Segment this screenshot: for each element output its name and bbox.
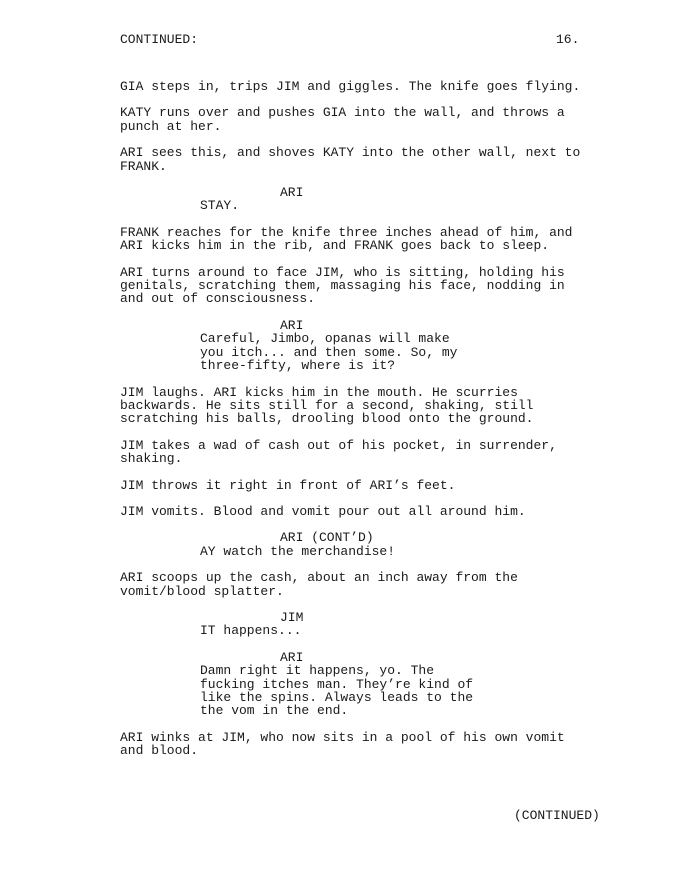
- action-line: GIA steps in, trips JIM and giggles. The knife goes flying.: [120, 79, 581, 94]
- continued-header: CONTINUED:: [120, 32, 199, 47]
- dialogue-block: [120, 186, 600, 213]
- dialogue-text: Careful, Jimbo, opanas will make you itch... and then some. So, my three-fifty, where is it?: [200, 331, 458, 374]
- dialogue-block: [120, 651, 600, 718]
- action-line: KATY runs over and pushes GIA into the wall, and throws a punch at her.: [120, 105, 565, 134]
- action-line: FRANK reaches for the knife three inches ahead of him, and ARI kicks him in the rib, and FRANK goes back to sleep.: [120, 224, 573, 254]
- dialogue-text: AY watch the merchandise!: [200, 543, 396, 559]
- dialogue-text: IT happens...: [200, 623, 302, 639]
- character-name: ARI: [280, 185, 304, 201]
- character-name: ARI (CONT’D): [280, 530, 374, 546]
- action-line: ARI scoops up the cash, about an inch away from the vomit/blood splatter.: [120, 570, 518, 599]
- dialogue-block: [120, 319, 600, 373]
- script-body: [120, 80, 600, 771]
- dialogue-block: [120, 611, 600, 638]
- character-name: ARI: [280, 649, 304, 665]
- action-line: JIM laughs. ARI kicks him in the mouth. He scurries backwards. He sits still for a second, shaking, still scratching his balls, drooling blood onto the ground.: [120, 384, 534, 427]
- action-line: ARI sees this, and shoves KATY into the other wall, next to FRANK.: [120, 145, 581, 174]
- action-line: JIM throws it right in front of ARI’s feet.: [120, 477, 456, 493]
- continued-footer: (CONTINUED): [514, 808, 600, 823]
- character-name: ARI: [280, 317, 304, 333]
- dialogue-block: [120, 531, 600, 558]
- action-line: JIM takes a wad of cash out of his pocket, in surrender, shaking.: [120, 437, 557, 467]
- action-line: ARI turns around to face JIM, who is sitting, holding his genitals, scratching them, massaging his face, nodding in and out of consciousness.: [120, 264, 565, 307]
- dialogue-text: STAY.: [200, 198, 240, 214]
- page-number: 16.: [556, 32, 580, 47]
- action-line: ARI winks at JIM, who now sits in a pool of his own vomit and blood.: [120, 729, 565, 759]
- character-name: JIM: [280, 609, 304, 625]
- dialogue-text: Damn right it happens, yo. The fucking itches man. They’re kind of like the spins. Always leads to the the vom in the end.: [200, 663, 474, 719]
- action-line: JIM vomits. Blood and vomit pour out all around him.: [120, 503, 526, 519]
